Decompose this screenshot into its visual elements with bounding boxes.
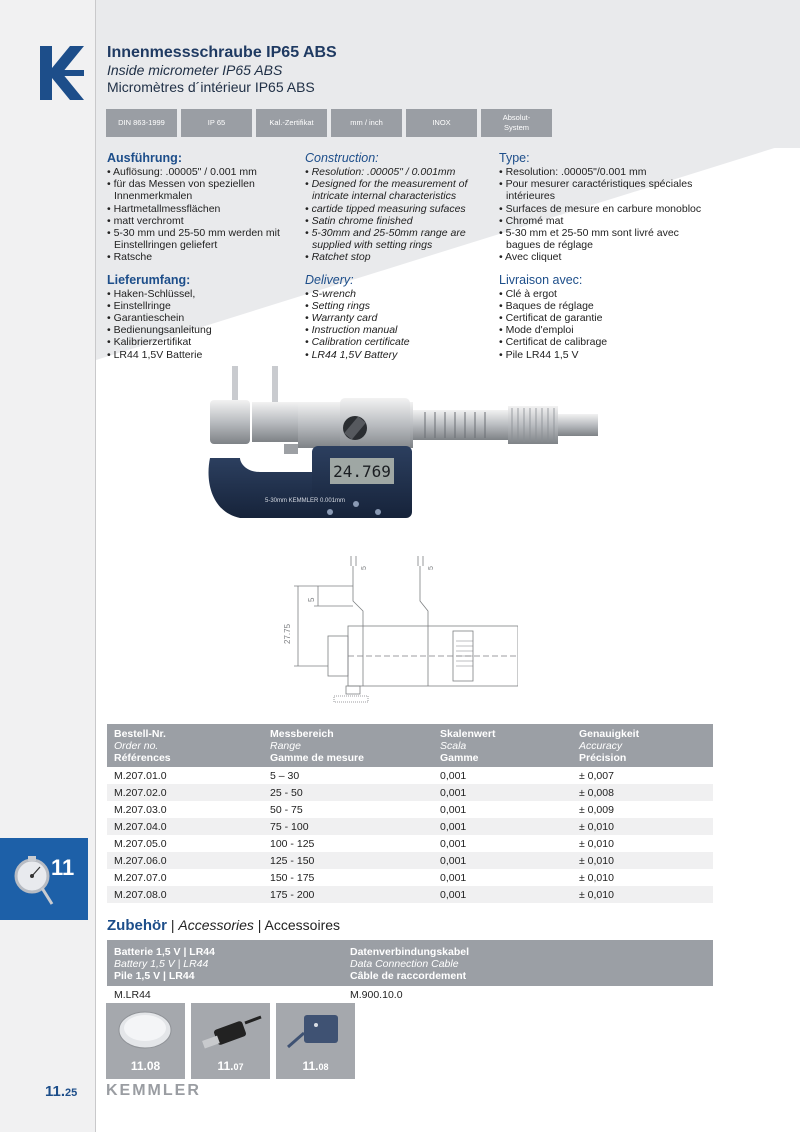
accessory-name-fr: Pile 1,5 V | LR44: [114, 970, 195, 982]
list-item: • Clé à ergot: [499, 288, 709, 300]
header-accuracy: [572, 724, 713, 767]
header-de: Skalenwert: [440, 728, 496, 740]
lcd-display: 24.769: [333, 462, 391, 481]
page-number: 11.25: [45, 1083, 78, 1100]
cell-range: 25 - 50: [263, 784, 433, 801]
table-row: [107, 767, 713, 784]
header-en: Accuracy: [579, 740, 623, 752]
cell-accuracy: ± 0,010: [572, 869, 713, 886]
list-item: • Kalibrierzertifikat: [107, 336, 297, 348]
accessories-title-de: Zubehör: [107, 917, 167, 934]
dial-gauge-icon: [12, 854, 56, 906]
list-item: • Chromé mat: [499, 215, 709, 227]
list-item: • Baques de réglage: [499, 300, 709, 312]
connector-icon: [276, 1003, 355, 1063]
delivery-list: [499, 288, 709, 361]
table-row: [107, 784, 713, 801]
list-item: • Satin chrome finished: [305, 215, 495, 227]
header-fr: Gamme: [440, 752, 479, 764]
list-item: • cartide tipped measuring sufaces: [305, 203, 495, 215]
header-de: Bestell-Nr.: [114, 728, 166, 740]
list-item: • Surfaces de mesure en carbure monobloc: [499, 203, 709, 215]
cell-range: 100 - 125: [263, 835, 433, 852]
list-item: • LR44 1,5V Batterie: [107, 349, 297, 361]
technical-drawing: [268, 556, 518, 716]
features-title: Construction:: [305, 151, 379, 165]
list-item: • LR44 1,5V Battery: [305, 349, 495, 361]
cell-order-no: M.207.01.0: [107, 767, 263, 784]
list-item: • Instruction manual: [305, 324, 495, 336]
list-item: • Designed for the measurement of intricate internal characteristics: [305, 178, 495, 202]
header-en: Range: [270, 740, 301, 752]
brand-wordmark: KEMMLER: [106, 1082, 201, 1099]
cell-accuracy: ± 0,010: [572, 835, 713, 852]
cell-order-no: M.207.04.0: [107, 818, 263, 835]
thumbnail-connector[interactable]: [276, 1003, 355, 1079]
delivery-title: Livraison avec:: [499, 272, 583, 287]
header-order-no: [107, 724, 263, 767]
dim-tip-right: 5: [428, 566, 435, 570]
cell-accuracy: ± 0,009: [572, 801, 713, 818]
cell-accuracy: ± 0,010: [572, 886, 713, 903]
list-item: • Einstellringe: [107, 300, 297, 312]
features-title: Ausführung:: [107, 151, 182, 165]
thumbnail-battery[interactable]: [106, 1003, 185, 1079]
tag-units: mm / inch: [331, 109, 402, 137]
features-list: [499, 166, 709, 264]
list-item: • Garantieschein: [107, 312, 297, 324]
table-header-row: [107, 724, 713, 767]
list-item: • Pile LR44 1,5 V: [499, 349, 709, 361]
header-fr: Gamme de mesure: [270, 752, 364, 764]
accessory-name-en: Battery 1,5 V | LR44: [114, 958, 209, 970]
thumbnail-label: 11.08: [130, 1059, 161, 1073]
header-fr: Références: [114, 752, 171, 764]
cell-range: 125 - 150: [263, 852, 433, 869]
header-en: Scala: [440, 740, 467, 752]
column-german: [107, 151, 297, 361]
title-separator: |: [170, 917, 175, 933]
cell-scale: 0,001: [433, 784, 572, 801]
table-row: [107, 869, 713, 886]
cell-range: 50 - 75: [263, 801, 433, 818]
accessory-code-cable: M.900.10.0: [350, 989, 403, 1001]
accessories-title-en: Accessories: [178, 917, 254, 933]
cell-order-no: M.207.05.0: [107, 835, 263, 852]
accessory-battery-header: [114, 946, 215, 982]
features-title: Type:: [499, 151, 530, 165]
list-item: • Mode d'emploi: [499, 324, 709, 336]
table-row: [107, 835, 713, 852]
tag-inox: INOX: [406, 109, 477, 137]
title-block: [107, 44, 337, 96]
cell-scale: 0,001: [433, 767, 572, 784]
dim-tip-left: 5: [361, 566, 368, 570]
page-title-en: Inside micrometer IP65 ABS: [107, 62, 283, 78]
cell-order-no: M.207.06.0: [107, 852, 263, 869]
thumbnail-label: 11.08: [302, 1059, 329, 1073]
tag-din: DIN 863-1999: [106, 109, 177, 137]
header-de: Messbereich: [270, 728, 334, 740]
list-item: • 5-30 mm et 25-50 mm sont livré avec bagues de réglage: [499, 227, 709, 251]
accessory-name-de: Datenverbindungskabel: [350, 946, 470, 958]
tag-ip65: IP 65: [181, 109, 252, 137]
cell-accuracy: ± 0,008: [572, 784, 713, 801]
list-item: • Hartmetallmessflächen: [107, 203, 297, 215]
list-item: • 5-30 mm und 25-50 mm werden mit Einstellringen geliefert: [107, 227, 297, 251]
list-item: • für das Messen von speziellen Innenmerkmalen: [107, 178, 297, 202]
accessories-header: [107, 940, 713, 986]
header-de: Genauigkeit: [579, 728, 640, 740]
dim-jaw: 5: [307, 597, 316, 602]
cell-scale: 0,001: [433, 818, 572, 835]
cell-range: 175 - 200: [263, 886, 433, 903]
cell-scale: 0,001: [433, 801, 572, 818]
usb-cable-icon: [191, 1003, 270, 1063]
page-title: Innenmessschraube IP65 ABS: [107, 44, 337, 61]
list-item: • Warranty card: [305, 312, 495, 324]
accessories-title: [107, 917, 340, 934]
list-item: • 5-30mm and 25-50mm range are supplied with setting rings: [305, 227, 495, 251]
left-rule: [95, 0, 96, 1132]
header-en: Order no.: [114, 740, 159, 752]
cell-order-no: M.207.07.0: [107, 869, 263, 886]
list-item: • Ratchet stop: [305, 251, 495, 263]
battery-icon: [106, 1003, 185, 1063]
title-separator: |: [257, 917, 262, 933]
accessories-title-fr: Accessoires: [264, 917, 341, 933]
list-item: • S-wrench: [305, 288, 495, 300]
tag-calibration: Kal.-Zertifikat: [256, 109, 327, 137]
table-row: [107, 818, 713, 835]
list-item: • Certificat de calibrage: [499, 336, 709, 348]
delivery-title: Lieferumfang:: [107, 272, 191, 287]
header-scale: [433, 724, 572, 767]
cell-order-no: M.207.02.0: [107, 784, 263, 801]
cell-range: 150 - 175: [263, 869, 433, 886]
features-list: [305, 166, 495, 264]
list-item: • Resolution: .00005" / 0.001mm: [305, 166, 495, 178]
table-row: [107, 852, 713, 869]
cell-range: 5 – 30: [263, 767, 433, 784]
column-french: [499, 151, 709, 361]
list-item: • Resolution: .00005"/0.001 mm: [499, 166, 709, 178]
left-margin-strip: [0, 0, 96, 1132]
chapter-number: 11: [51, 855, 75, 880]
cell-range: 75 - 100: [263, 818, 433, 835]
list-item: • Calibration certificate: [305, 336, 495, 348]
dim-length: 27.75: [283, 623, 292, 644]
column-english: [305, 151, 495, 361]
cell-accuracy: ± 0,007: [572, 767, 713, 784]
thumbnail-usb-cable[interactable]: [191, 1003, 270, 1079]
cell-scale: 0,001: [433, 835, 572, 852]
list-item: • Certificat de garantie: [499, 312, 709, 324]
list-item: • matt verchromt: [107, 215, 297, 227]
accessory-cable-header: [350, 946, 469, 982]
header-range: [263, 724, 433, 767]
cell-accuracy: ± 0,010: [572, 818, 713, 835]
header-fr: Précision: [579, 752, 627, 764]
feature-tags: [106, 109, 552, 137]
table-row: [107, 886, 713, 903]
thumbnail-label: 11.07: [217, 1059, 244, 1073]
order-table: [107, 724, 713, 903]
cell-scale: 0,001: [433, 852, 572, 869]
accessory-code-battery: M.LR44: [114, 989, 151, 1001]
cell-order-no: M.207.08.0: [107, 886, 263, 903]
delivery-list: [107, 288, 297, 361]
delivery-list: [305, 288, 495, 361]
list-item: • Bedienungsanleitung: [107, 324, 297, 336]
list-item: • Pour mesurer caractéristiques spéciales intérieures: [499, 178, 709, 202]
cell-scale: 0,001: [433, 886, 572, 903]
features-list: [107, 166, 297, 264]
list-item: • Haken-Schlüssel,: [107, 288, 297, 300]
micrometer-product-image: [200, 362, 605, 542]
body-label: 5-30mm KEMMLER 0.001mm: [265, 498, 346, 504]
list-item: • Avec cliquet: [499, 251, 709, 263]
list-item: • Setting rings: [305, 300, 495, 312]
accessory-name-de: Batterie 1,5 V | LR44: [114, 946, 215, 958]
kemmler-k-logo: [40, 46, 84, 100]
list-item: • Auflösung: .00005" / 0.001 mm: [107, 166, 297, 178]
cell-order-no: M.207.03.0: [107, 801, 263, 818]
accessory-name-fr: Câble de raccordement: [350, 970, 467, 982]
accessory-name-en: Data Connection Cable: [350, 958, 459, 970]
page-title-fr: Micromètres d´intérieur IP65 ABS: [107, 79, 315, 95]
table-row: [107, 801, 713, 818]
cell-accuracy: ± 0,010: [572, 852, 713, 869]
tag-absolute-system: Absolut- System: [481, 109, 552, 137]
list-item: • Ratsche: [107, 251, 297, 263]
cell-scale: 0,001: [433, 869, 572, 886]
delivery-title: Delivery:: [305, 272, 354, 287]
